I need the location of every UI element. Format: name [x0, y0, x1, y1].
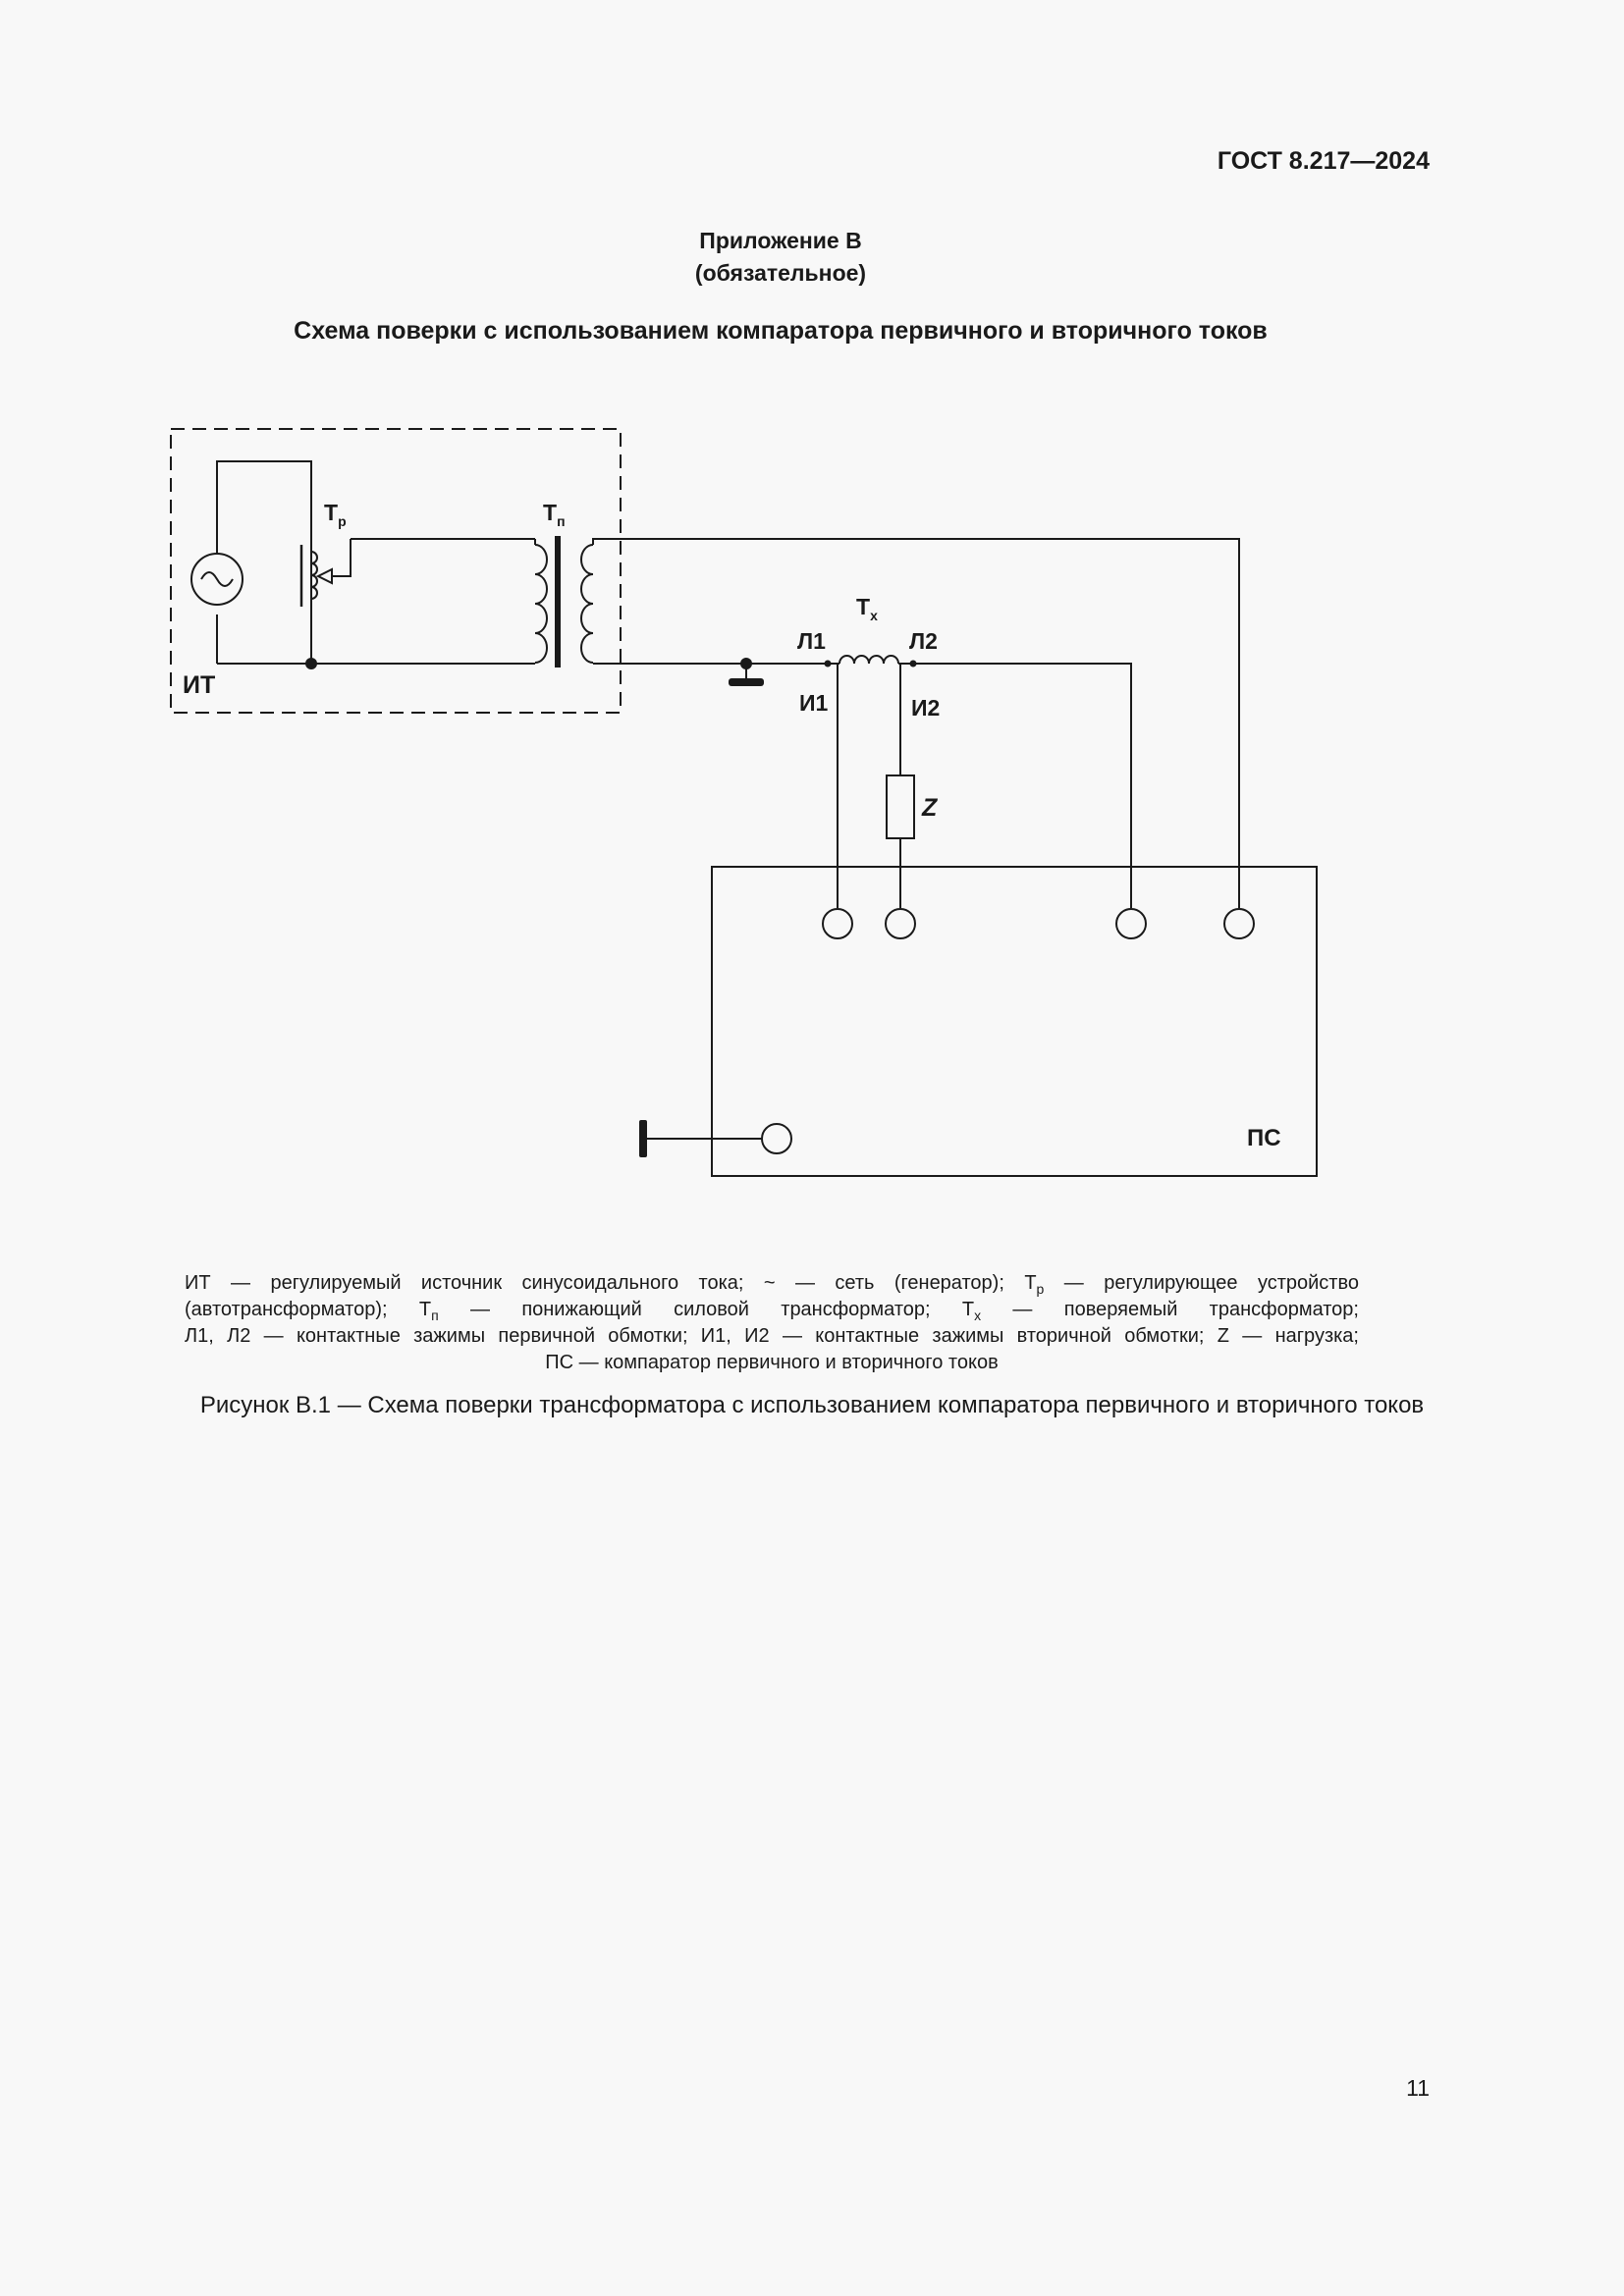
- page-number: 11: [1406, 2075, 1430, 2101]
- legend-line-1: ИТ — регулируемый источник синусоидального тока; ~ — сеть (генератор); $Т_р$ — регулирующее устройство: [185, 1272, 1359, 1297]
- comparator-box: [712, 867, 1317, 1176]
- annex-title: Приложение В: [699, 228, 862, 253]
- comparator-terminal-4: [1224, 909, 1254, 938]
- label-source: ИТ: [183, 671, 216, 699]
- sine-wave: [201, 572, 233, 586]
- label-comparator: ПС: [1247, 1125, 1281, 1151]
- power-transformer-secondary: [581, 545, 593, 663]
- legend-line-2: (автотрансформатор); $Т_п$ — понижающий силовой трансформатор; $Т_х$ — поверяемый трансформатор;: [185, 1299, 1359, 1323]
- label-terminal-l1: Л1: [797, 628, 826, 654]
- wire-secondary-top: [593, 539, 1239, 908]
- legend-line-4: ПС — компаратор первичного и вторичного токов: [545, 1352, 999, 1373]
- regulator-tap-wire: [332, 539, 351, 576]
- comparator-terminal-2: [886, 909, 915, 938]
- label-terminal-l2: Л2: [909, 628, 938, 654]
- terminal-dot-l1: [825, 661, 832, 667]
- power-transformer-core: [555, 536, 561, 667]
- document-code: ГОСТ 8.217—2024: [1217, 147, 1430, 175]
- comparator-terminal-1: [823, 909, 852, 938]
- legend-line-3: Л1, Л2 — контактные зажимы первичной обмотки; И1, И2 — контактные зажимы вторичной обмотки; Z — нагрузка;: [185, 1325, 1359, 1347]
- label-terminal-i1: И1: [799, 690, 829, 716]
- junction-dot-source: [305, 658, 317, 669]
- junction-dot-ground: [740, 658, 752, 669]
- label-regulator: $Т_р$: [324, 500, 347, 529]
- comparator-terminal-3: [1116, 909, 1146, 938]
- regulator-tap-arrow: [318, 569, 332, 583]
- figure-caption: Рисунок В.1 — Схема поверки трансформатора с использованием компаратора первичного и вторичного токов: [199, 1392, 1425, 1418]
- source-box: [171, 429, 621, 713]
- wire-generator-top: [217, 461, 311, 664]
- ground-symbol-junction: [729, 678, 764, 686]
- label-test-transformer: $Т_х$: [856, 594, 878, 623]
- ground-symbol-comparator: [639, 1120, 647, 1157]
- label-load: Z: [922, 794, 938, 822]
- test-transformer-coil: [839, 656, 898, 664]
- figure-legend: [185, 1270, 1359, 1376]
- annex-status: (обязательное): [694, 260, 867, 286]
- power-transformer-primary: [535, 545, 547, 663]
- label-terminal-i2: И2: [911, 695, 941, 721]
- section-title: Схема поверки с использованием компаратора первичного и вторичного токов: [294, 317, 1268, 345]
- load-resistor: [887, 775, 914, 838]
- comparator-ground-terminal: [762, 1124, 791, 1153]
- terminal-dot-l2: [910, 661, 917, 667]
- label-power-transformer: $Т_п$: [543, 500, 566, 529]
- wire-l2-to-comparator: [913, 664, 1131, 908]
